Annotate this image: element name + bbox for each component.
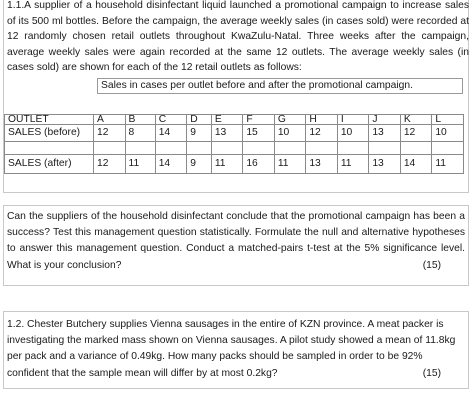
after-cell: 11	[125, 155, 155, 174]
after-cell: 14	[155, 155, 187, 174]
before-cell: 8	[125, 125, 155, 142]
before-cell: 10	[337, 125, 369, 142]
question-1-1-task-block	[3, 205, 469, 286]
after-cell: 13	[369, 155, 401, 174]
before-cell: 15	[243, 125, 275, 142]
table-row-outlet	[5, 115, 464, 125]
outlet-cell: E	[211, 115, 243, 125]
before-cell: 14	[155, 125, 187, 142]
table-row-after	[5, 155, 464, 174]
outlet-header: OUTLET	[5, 115, 94, 125]
marks-label: (15)	[422, 259, 441, 271]
question-1-1-task	[7, 209, 465, 274]
question-1-2-text: 1.2. Chester Butchery supplies Vienna sausages in the entire of KZN province. A meat packer is investigating the marked mass shown on Vienna sausages. A pilot study showed a mean of 11.8kg per pack and a variance of 0.49kg. How many packs should be sampled in order to be 92% confident that the sample mean will differ by at most 0.2kg?	[7, 319, 456, 379]
question-1-2-task	[7, 317, 465, 382]
outlet-cell: D	[187, 115, 212, 125]
outlet-cell: F	[243, 115, 275, 125]
outlet-cell: G	[274, 115, 306, 125]
table-row-before	[5, 125, 464, 142]
after-cell: 11	[274, 155, 306, 174]
after-cell: 11	[337, 155, 369, 174]
before-cell: 12	[306, 125, 338, 142]
after-cell: 13	[306, 155, 338, 174]
before-cell: 10	[274, 125, 306, 142]
after-cell: 14	[400, 155, 432, 174]
before-cell: 13	[369, 125, 401, 142]
outlet-cell: C	[155, 115, 187, 125]
outlet-cell: A	[94, 115, 126, 125]
outlet-cell: J	[369, 115, 401, 125]
before-cell: 12	[400, 125, 432, 142]
after-cell: 11	[432, 155, 464, 174]
question-1-1-text: Can the suppliers of the household disinfectant conclude that the promotional campaign has been a success? Test this management question statistically. Formulate the null and alternative hypotheses to answer this management question. Conduct a matched-pairs t-test at the 5% significance level. What is your conclusion?	[7, 211, 465, 271]
outlet-cell: B	[125, 115, 155, 125]
outlet-cell: H	[306, 115, 338, 125]
after-cell: 11	[211, 155, 243, 174]
outlet-cell: K	[400, 115, 432, 125]
sales-table	[4, 114, 464, 174]
before-cell: 10	[432, 125, 464, 142]
table-caption: Sales in cases per outlet before and after the promotional campaign.	[97, 78, 463, 94]
marks-label: (15)	[422, 367, 441, 379]
after-cell: 9	[187, 155, 212, 174]
before-cell: 13	[211, 125, 243, 142]
outlet-cell: I	[337, 115, 369, 125]
before-cell: 12	[94, 125, 126, 142]
table-row-spacer	[5, 142, 464, 155]
before-cell: 9	[187, 125, 212, 142]
after-cell: 16	[243, 155, 275, 174]
question-1-1-intro: 1.1.A supplier of a household disinfectant liquid launched a promotional campaign to increase sales of its 500 ml bottles. Before the campaign, the average weekly sales (in cases sold) were recorded at 12 randomly chosen retail outlets throughout KwaZulu-Natal. Three weeks after the campaign, average weekly sales were again recorded at the same 12 outlets. The average weekly sales (in cases sold) are shown for each of the 12 retail outlets as follows:	[7, 0, 469, 74]
before-header: SALES (before)	[5, 125, 94, 142]
question-1-2-block	[3, 311, 469, 389]
after-header: SALES (after)	[5, 155, 94, 174]
after-cell: 12	[94, 155, 126, 174]
outlet-cell: L	[432, 115, 464, 125]
